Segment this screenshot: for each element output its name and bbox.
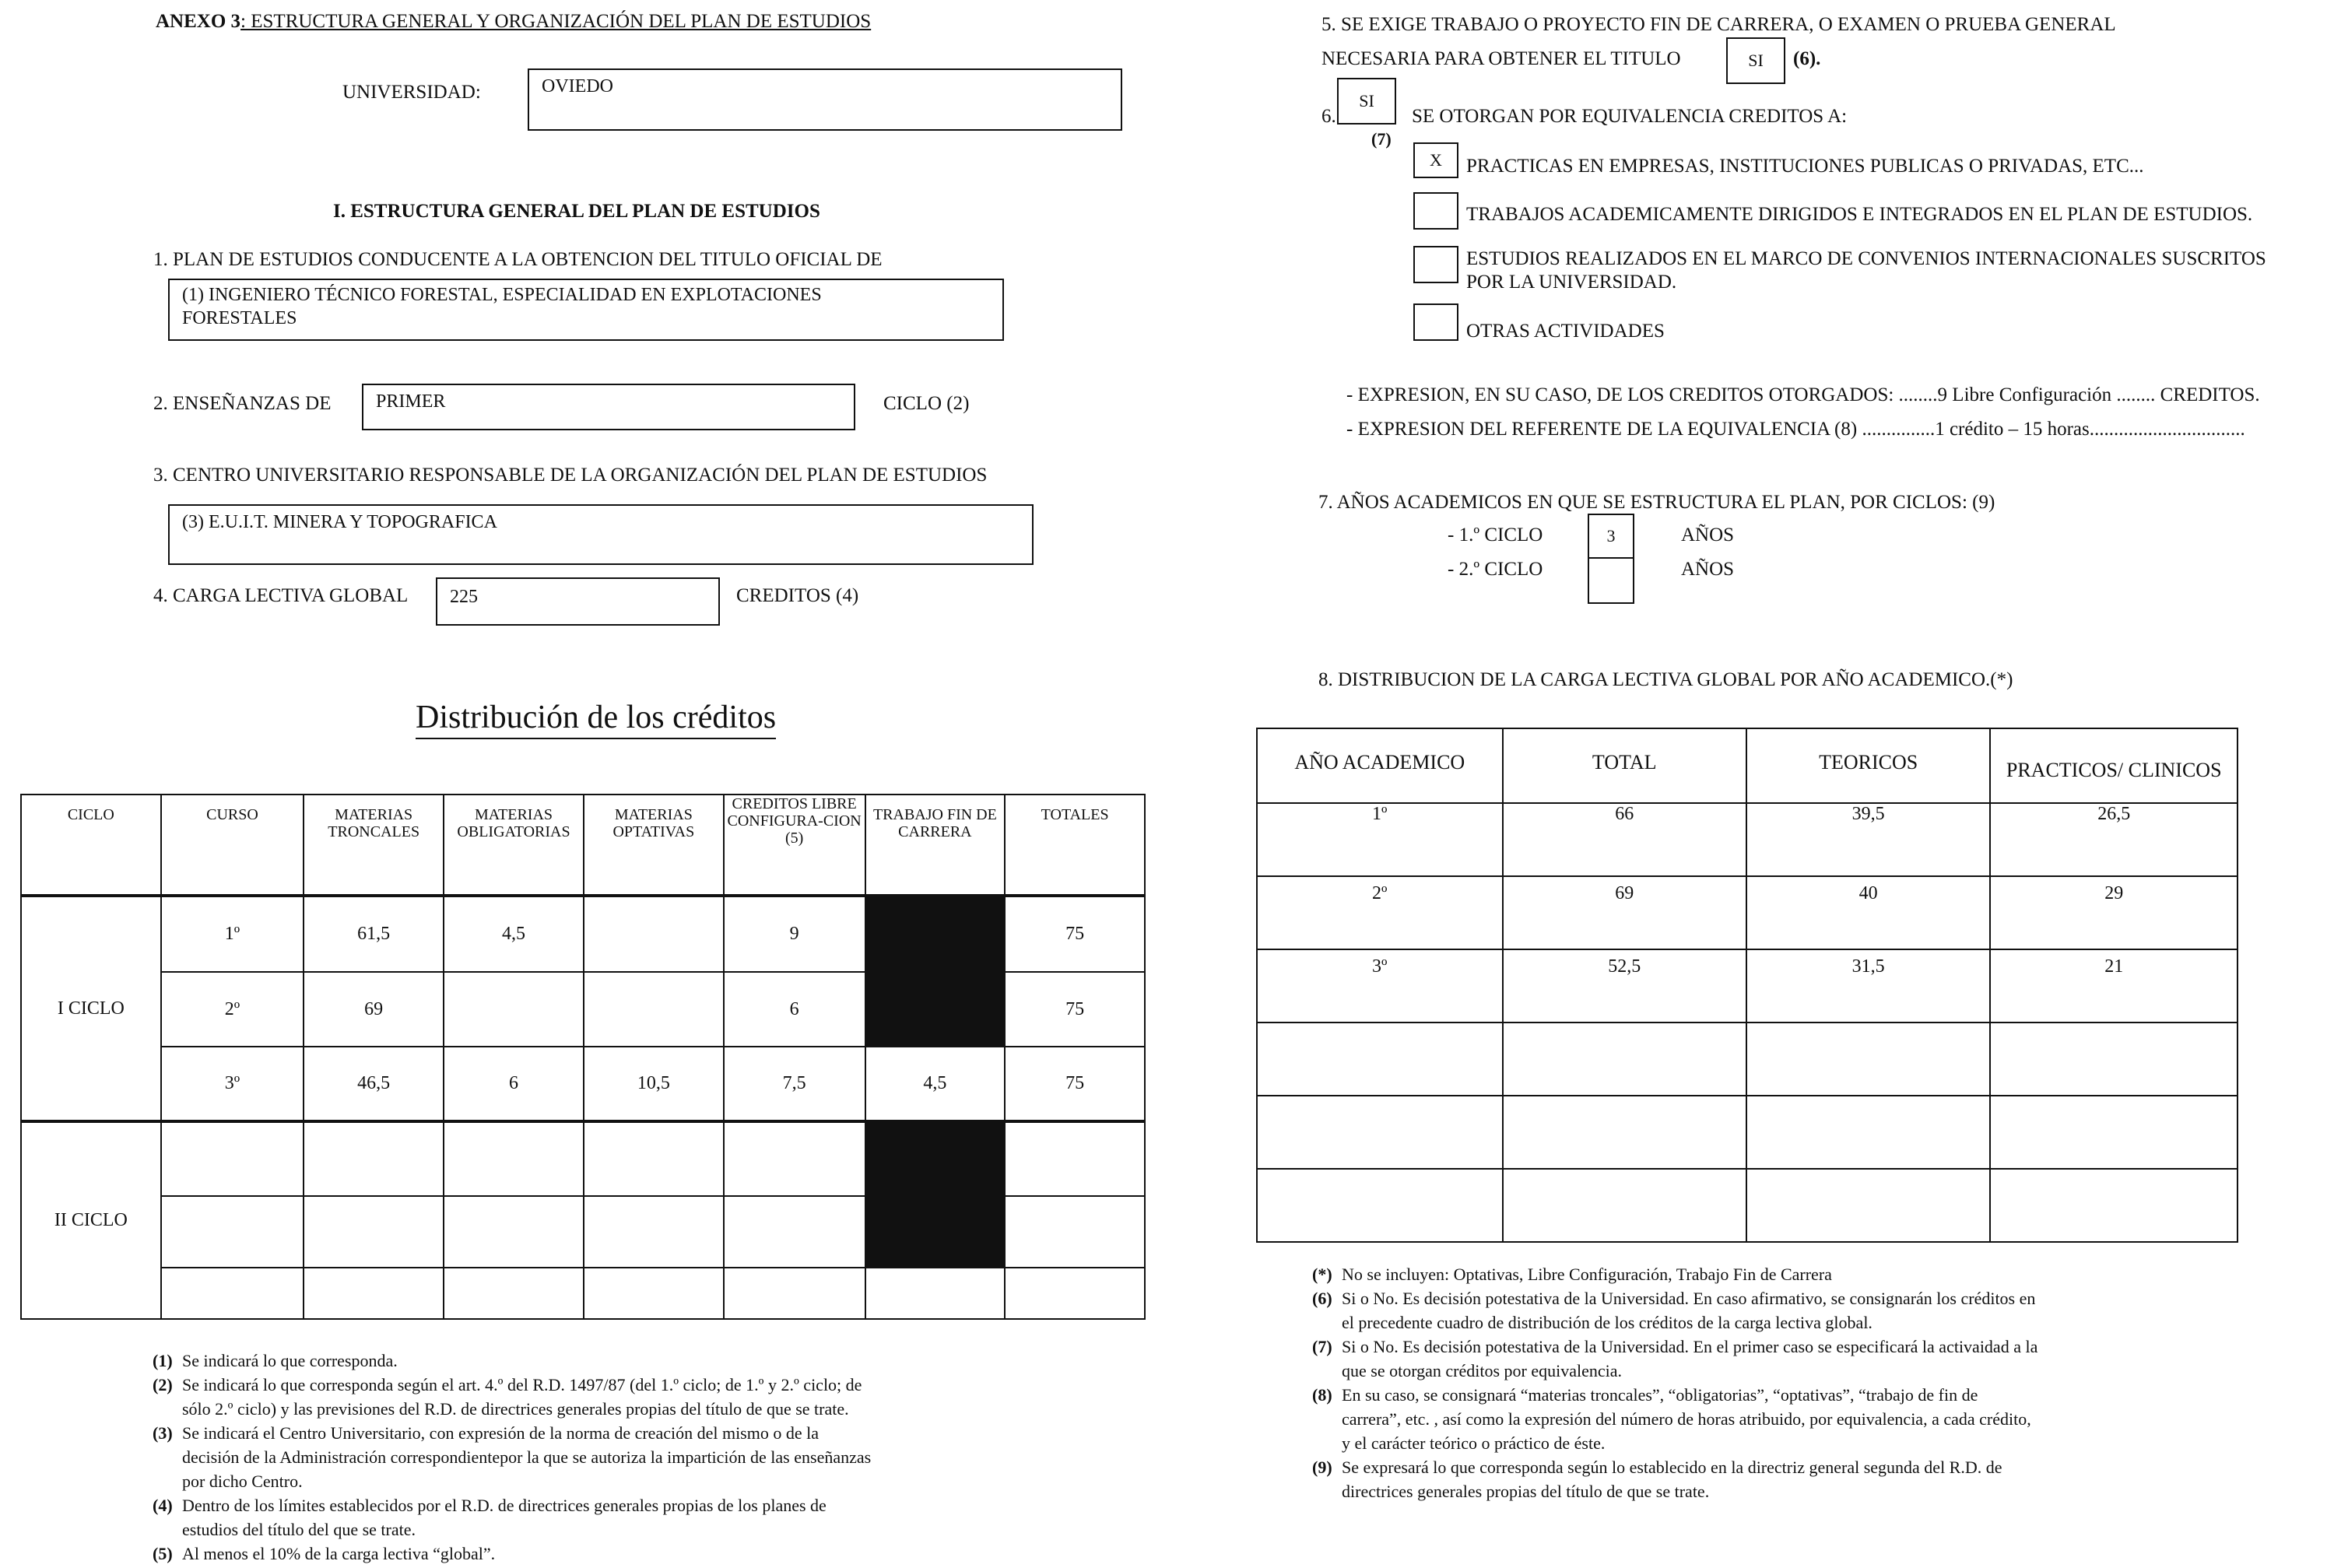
note-7: (7) Si o No. Es decisión potestativa de la Universidad. En el primer caso se especificará la activaidad a la — [1312, 1337, 2038, 1356]
cell-teoricos: 40 — [1746, 876, 1990, 949]
final-project-field: SI — [1726, 37, 1785, 84]
cell-trabajo: 4,5 — [865, 1047, 1006, 1121]
table-row — [1257, 1023, 2238, 1096]
cell-optativas — [584, 972, 724, 1047]
note-star: (*) No se incluyen: Optativas, Libre Configuración, Trabajo Fin de Carrera — [1312, 1265, 1832, 1284]
option-label-convenios — [1466, 247, 2266, 294]
empty-cell — [584, 1268, 724, 1319]
header-total: TOTAL — [1503, 728, 1746, 803]
note-6-cont: el precedente cuadro de distribución de los créditos de la carga lectiva global. — [1342, 1313, 1872, 1332]
item3-label: 3. CENTRO UNIVERSITARIO RESPONSABLE DE LA ORGANIZACIÓN DEL PLAN DE ESTUDIOS — [153, 465, 988, 486]
cell-total: 66 — [1503, 803, 1746, 876]
note-8: (8) En su caso, se consignará “materias troncales”, “obligatorias”, “optativas”, “trabajo de fin de — [1312, 1385, 1978, 1405]
note-8-cont: y el carácter teórico o práctico de éste. — [1342, 1433, 1606, 1453]
cell-libre: 9 — [724, 896, 865, 972]
table-row — [1257, 949, 2238, 1023]
cycle1-label: I CICLO — [21, 896, 161, 1121]
cell-optativas: 10,5 — [584, 1047, 724, 1121]
option-label-convenios-line1: ESTUDIOS REALIZADOS EN EL MARCO DE CONVENIOS INTERNACIONALES SUSCRITOS — [1466, 248, 2266, 269]
years-cycle2-field — [1588, 557, 1634, 604]
cell-teoricos — [1746, 1096, 1990, 1169]
item6-prefix: 6. — [1321, 106, 1336, 127]
table-row — [21, 896, 1145, 972]
option-checkbox-otras[interactable] — [1413, 303, 1458, 341]
empty-cell — [444, 1121, 584, 1196]
note-9: (9) Se expresará lo que corresponda según lo establecido en la directriz general segunda del R.D. de — [1312, 1458, 2002, 1477]
item6-expr2: - EXPRESION DEL REFERENTE DE LA EQUIVALENCIA (8) ...............1 crédito – 15 horas................................ — [1346, 419, 2245, 440]
notes-right — [1312, 1262, 2277, 1503]
cell-practicos: 29 — [1990, 876, 2238, 949]
header-teoricos: TEORICOS — [1746, 728, 1990, 803]
note-5: (5) Al menos el 10% de la carga lectiva “global”. — [153, 1544, 496, 1563]
note-4-cont: estudios del título del que se trate. — [182, 1520, 416, 1539]
empty-cell — [304, 1196, 444, 1268]
equivalence-field: SI — [1337, 78, 1396, 125]
note-6: (6) Si o No. Es decisión potestativa de la Universidad. En caso afirmativo, se consignarán los créditos en — [1312, 1289, 2036, 1308]
item6-expr1: - EXPRESION, EN SU CASO, DE LOS CREDITOS OTORGADOS: ........9 Libre Configuración ........ CREDITOS. — [1346, 384, 2260, 405]
cell-obligatorias: 6 — [444, 1047, 584, 1121]
option-label-trabajos: TRABAJOS ACADEMICAMENTE DIRIGIDOS E INTEGRADOS EN EL PLAN DE ESTUDIOS. — [1466, 204, 2253, 225]
header-optativas: MATERIAS OPTATIVAS — [584, 795, 724, 896]
credit-distribution-table — [20, 794, 1146, 1320]
empty-cell — [444, 1196, 584, 1268]
item4-suffix: CREDITOS (4) — [736, 585, 859, 606]
empty-cell — [161, 1268, 304, 1319]
note-3: (3) Se indicará el Centro Universitario, con expresión de la norma de creación del mismo o de la — [153, 1423, 819, 1443]
cell-teoricos — [1746, 1023, 1990, 1096]
note-2: (2) Se indicará lo que corresponda según el art. 4.º del R.D. 1497/87 (del 1.º ciclo; de 1.º y 2.º ciclo; de — [153, 1375, 862, 1394]
empty-cell — [1005, 1196, 1145, 1268]
empty-cell — [584, 1121, 724, 1196]
notes-left — [153, 1349, 1055, 1566]
cell-total — [1503, 1096, 1746, 1169]
cell-trabajo-shaded — [865, 1196, 1006, 1268]
cycle2-label: II CICLO — [21, 1121, 161, 1319]
item8-label: 8. DISTRIBUCION DE LA CARGA LECTIVA GLOBAL POR AÑO ACADEMICO.(*) — [1318, 669, 2013, 690]
table-row — [21, 1196, 1145, 1268]
note-3-cont: por dicho Centro. — [182, 1472, 303, 1491]
option-checkbox-convenios[interactable] — [1413, 246, 1458, 283]
cell-totales: 75 — [1005, 896, 1145, 972]
cell-teoricos — [1746, 1169, 1990, 1242]
item4-label: 4. CARGA LECTIVA GLOBAL — [153, 585, 409, 606]
header-troncales: MATERIAS TRONCALES — [304, 795, 444, 896]
cell-troncales: 69 — [304, 972, 444, 1047]
cell-total — [1503, 1169, 1746, 1242]
table-row — [1257, 1096, 2238, 1169]
cell-libre: 7,5 — [724, 1047, 865, 1121]
item7-cycle2-label: - 2.º CICLO — [1448, 559, 1543, 580]
degree-title-line2: FORESTALES — [182, 308, 297, 328]
header-ciclo: CICLO — [21, 795, 161, 896]
cycle-field: PRIMER — [362, 384, 855, 430]
university-field: OVIEDO — [528, 68, 1122, 131]
note-4: (4) Dentro de los límites establecidos por el R.D. de directrices generales propias de los planes de — [153, 1496, 827, 1515]
year-distribution-table — [1256, 728, 2238, 1243]
cell-troncales: 46,5 — [304, 1047, 444, 1121]
item5-line1: 5. SE EXIGE TRABAJO O PROYECTO FIN DE CARRERA, O EXAMEN O PRUEBA GENERAL — [1321, 14, 2116, 35]
cell-year: 3º — [1257, 949, 1503, 1023]
empty-cell — [1005, 1121, 1145, 1196]
cell-year: 1º — [1257, 803, 1503, 876]
cell-trabajo-shaded — [865, 896, 1006, 972]
note-9-cont: directrices generales propias del título de que se trate. — [1342, 1482, 1710, 1501]
university-label: UNIVERSIDAD: — [342, 82, 481, 103]
cell-teoricos: 31,5 — [1746, 949, 1990, 1023]
empty-cell — [865, 1268, 1006, 1319]
item2-suffix: CICLO (2) — [883, 393, 970, 414]
cell-practicos — [1990, 1023, 2238, 1096]
table-row — [1257, 1169, 2238, 1242]
center-field: (3) E.U.I.T. MINERA Y TOPOGRAFICA — [168, 504, 1034, 565]
cell-curso: 2º — [161, 972, 304, 1047]
cell-year — [1257, 1023, 1503, 1096]
empty-cell — [161, 1121, 304, 1196]
table-row — [21, 1047, 1145, 1121]
item1-label: 1. PLAN DE ESTUDIOS CONDUCENTE A LA OBTENCION DEL TITULO OFICIAL DE — [153, 249, 883, 270]
note-1: (1) Se indicará lo que corresponda. — [153, 1351, 398, 1370]
cell-practicos — [1990, 1096, 2238, 1169]
cell-year — [1257, 1096, 1503, 1169]
header-practicos: PRACTICOS/ CLINICOS — [1990, 728, 2238, 803]
cell-total: 69 — [1503, 876, 1746, 949]
cell-teoricos: 39,5 — [1746, 803, 1990, 876]
option-checkbox-practicas[interactable]: X — [1413, 142, 1458, 178]
note-7-cont: que se otorgan créditos por equivalencia. — [1342, 1361, 1623, 1380]
cell-totales: 75 — [1005, 972, 1145, 1047]
cell-year: 2º — [1257, 876, 1503, 949]
cell-total: 52,5 — [1503, 949, 1746, 1023]
cell-practicos: 26,5 — [1990, 803, 2238, 876]
header-trabajo-fin: TRABAJO FIN DE CARRERA — [865, 795, 1006, 896]
item7-cycle1-label: - 1.º CICLO — [1448, 524, 1543, 545]
table-row — [21, 1268, 1145, 1319]
header-obligatorias: MATERIAS OBLIGATORIAS — [444, 795, 584, 896]
header-libre-configuracion: CREDITOS LIBRE CONFIGURA-CION (5) — [724, 795, 865, 896]
item6-label: SE OTORGAN POR EQUIVALENCIA CREDITOS A: — [1412, 106, 1848, 127]
years-cycle1-field: 3 — [1588, 514, 1634, 559]
credits-field: 225 — [436, 577, 720, 626]
table-row — [1257, 876, 2238, 949]
option-label-convenios-line2: POR LA UNIVERSIDAD. — [1466, 272, 1677, 293]
cell-obligatorias: 4,5 — [444, 896, 584, 972]
empty-cell — [584, 1196, 724, 1268]
cell-practicos: 21 — [1990, 949, 2238, 1023]
cell-total — [1503, 1023, 1746, 1096]
option-label-otras: OTRAS ACTIVIDADES — [1466, 321, 1665, 342]
header-year: AÑO ACADEMICO — [1257, 728, 1503, 803]
table-row — [21, 1121, 1145, 1196]
cell-practicos — [1990, 1169, 2238, 1242]
header-curso: CURSO — [161, 795, 304, 896]
cell-year — [1257, 1169, 1503, 1242]
annex-title: : ESTRUCTURA GENERAL Y ORGANIZACIÓN DEL PLAN DE ESTUDIOS — [240, 11, 872, 32]
item2-label: 2. ENSEÑANZAS DE — [153, 393, 332, 414]
cell-optativas — [584, 896, 724, 972]
table-row — [1257, 803, 2238, 876]
option-checkbox-trabajos[interactable] — [1413, 192, 1458, 230]
item6-note: (7) — [1371, 129, 1392, 149]
item7-unit1: AÑOS — [1681, 524, 1735, 545]
empty-cell — [724, 1268, 865, 1319]
cell-totales: 75 — [1005, 1047, 1145, 1121]
cell-curso: 1º — [161, 896, 304, 972]
note-2-cont: sólo 2.º ciclo) y las previsiones del R.D. de directrices generales propias del título de que se trate. — [182, 1399, 849, 1419]
option-label-practicas: PRACTICAS EN EMPRESAS, INSTITUCIONES PUBLICAS O PRIVADAS, ETC... — [1466, 156, 2144, 177]
item7-label: 7. AÑOS ACADEMICOS EN QUE SE ESTRUCTURA EL PLAN, POR CICLOS: (9) — [1318, 492, 1995, 513]
table-row — [21, 972, 1145, 1047]
item7-unit2: AÑOS — [1681, 559, 1735, 580]
empty-cell — [724, 1196, 865, 1268]
header-totales: TOTALES — [1005, 795, 1145, 896]
empty-cell — [444, 1268, 584, 1319]
cell-trabajo-shaded — [865, 1121, 1006, 1196]
annex-prefix: ANEXO 3 — [156, 11, 241, 32]
degree-title-line1: (1) INGENIERO TÉCNICO FORESTAL, ESPECIALIDAD EN EXPLOTACIONES — [182, 285, 822, 305]
cell-troncales: 61,5 — [304, 896, 444, 972]
cell-obligatorias — [444, 972, 584, 1047]
item5-suffix: (6). — [1793, 48, 1821, 69]
cell-libre: 6 — [724, 972, 865, 1047]
empty-cell — [161, 1196, 304, 1268]
annex-heading — [156, 11, 871, 33]
note-8-cont: carrera”, etc. , así como la expresión del número de horas atribuido, por equivalencia, a cada crédito, — [1342, 1409, 2031, 1429]
cell-trabajo-shaded — [865, 972, 1006, 1047]
empty-cell — [304, 1121, 444, 1196]
empty-cell — [304, 1268, 444, 1319]
note-3-cont: decisión de la Administración correspondientepor la que se autoriza la impartición de las enseñanzas — [182, 1447, 872, 1467]
cell-curso: 3º — [161, 1047, 304, 1121]
section1-title: I. ESTRUCTURA GENERAL DEL PLAN DE ESTUDIOS — [333, 201, 820, 222]
degree-title-field — [168, 279, 1004, 341]
empty-cell — [1005, 1268, 1145, 1319]
empty-cell — [724, 1121, 865, 1196]
distribution-title: Distribución de los créditos — [416, 699, 776, 739]
item5-line2: NECESARIA PARA OBTENER EL TITULO — [1321, 48, 1681, 69]
